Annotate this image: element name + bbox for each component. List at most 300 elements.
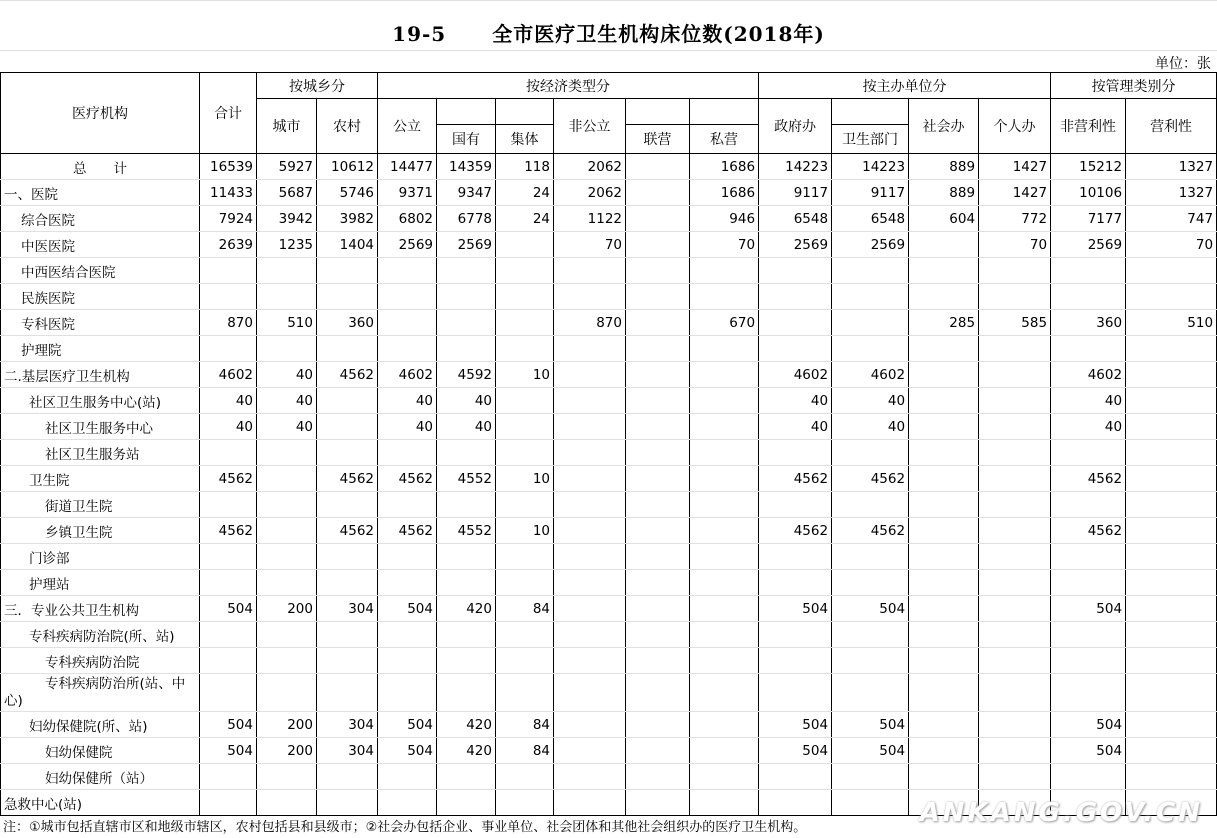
table-cell [496, 336, 554, 362]
row-label: 三．专业公共卫生机构 [1, 596, 200, 622]
table-cell [554, 440, 626, 466]
table-cell [1051, 570, 1126, 596]
table-cell [200, 674, 257, 712]
table-cell: 4602 [1051, 362, 1126, 388]
table-cell [979, 388, 1051, 414]
table-cell [909, 388, 979, 414]
table-cell [496, 414, 554, 440]
table-cell: 40 [378, 388, 437, 414]
table-cell [690, 712, 759, 738]
table-cell: 4602 [200, 362, 257, 388]
table-cell: 4552 [437, 518, 496, 544]
table-cell [979, 336, 1051, 362]
table-cell [626, 154, 690, 180]
table-cell: 360 [317, 310, 378, 336]
table-cell [317, 414, 378, 440]
table-cell [759, 310, 832, 336]
header-by-economic-type: 按经济类型分 [378, 73, 759, 99]
table-cell [909, 712, 979, 738]
table-cell [1126, 284, 1217, 310]
table-cell: 504 [200, 738, 257, 764]
table-cell: 10 [496, 518, 554, 544]
table-cell [690, 388, 759, 414]
table-cell: 870 [554, 310, 626, 336]
table-cell: 14477 [378, 154, 437, 180]
table-cell [378, 622, 437, 648]
table-cell [496, 764, 554, 790]
table-cell: 24 [496, 180, 554, 206]
table-cell [437, 674, 496, 712]
table-cell [759, 336, 832, 362]
table-cell: 70 [554, 232, 626, 258]
table-cell [626, 206, 690, 232]
row-label: 门诊部 [1, 544, 200, 570]
header-urban: 城市 [257, 99, 317, 154]
table-cell [496, 570, 554, 596]
table-cell [909, 596, 979, 622]
table-cell: 40 [257, 362, 317, 388]
row-label: 综合医院 [1, 206, 200, 232]
table-cell [378, 336, 437, 362]
table-row [1, 648, 1217, 674]
table-cell [832, 622, 909, 648]
table-cell [1126, 764, 1217, 790]
table-cell [626, 440, 690, 466]
table-cell: 2569 [437, 232, 496, 258]
table-row [1, 764, 1217, 790]
table-cell: 4562 [1051, 466, 1126, 492]
table-cell [626, 648, 690, 674]
table-cell [378, 258, 437, 284]
table-cell [554, 414, 626, 440]
table-cell [1051, 622, 1126, 648]
table-cell [909, 764, 979, 790]
table-cell [626, 518, 690, 544]
table-cell: 510 [1126, 310, 1217, 336]
table-title [0, 18, 1217, 47]
table-cell [317, 388, 378, 414]
table-cell [257, 674, 317, 712]
table-cell [317, 674, 378, 712]
table-cell [554, 674, 626, 712]
table-cell: 4562 [1051, 518, 1126, 544]
table-row [1, 570, 1217, 596]
table-cell: 5746 [317, 180, 378, 206]
header-joint: 联营 [626, 125, 690, 154]
table-cell [626, 414, 690, 440]
table-cell [554, 738, 626, 764]
table-cell [626, 336, 690, 362]
table-cell [832, 440, 909, 466]
table-cell [554, 570, 626, 596]
table-cell [1051, 336, 1126, 362]
header-total: 合计 [200, 73, 257, 154]
table-cell [1126, 362, 1217, 388]
table-cell [554, 362, 626, 388]
header-health-dept: 卫生部门 [832, 125, 909, 154]
table-cell [832, 284, 909, 310]
table-cell [690, 518, 759, 544]
row-label: 中西医结合医院 [1, 258, 200, 284]
table-cell [200, 492, 257, 518]
table-cell: 285 [909, 310, 979, 336]
table-cell: 504 [378, 738, 437, 764]
table-cell [317, 336, 378, 362]
table-cell [979, 258, 1051, 284]
table-cell: 40 [257, 414, 317, 440]
table-row [1, 232, 1217, 258]
table-cell [759, 764, 832, 790]
table-cell: 24 [496, 206, 554, 232]
table-cell [378, 310, 437, 336]
table-cell: 10 [496, 466, 554, 492]
table-cell [979, 648, 1051, 674]
table-cell [437, 284, 496, 310]
table-cell [1126, 414, 1217, 440]
table-cell: 40 [832, 388, 909, 414]
table-cell [832, 258, 909, 284]
table-cell [979, 466, 1051, 492]
table-cell: 40 [200, 388, 257, 414]
table-cell [690, 570, 759, 596]
table-cell [1126, 738, 1217, 764]
header-government: 政府办 [759, 99, 832, 154]
table-cell [759, 258, 832, 284]
table-cell [257, 622, 317, 648]
table-cell [690, 492, 759, 518]
table-cell [759, 790, 832, 816]
table-cell [437, 544, 496, 570]
table-cell [626, 388, 690, 414]
table-cell: 870 [200, 310, 257, 336]
table-cell [759, 544, 832, 570]
table-cell: 510 [257, 310, 317, 336]
table-cell [1126, 466, 1217, 492]
table-body [1, 154, 1217, 816]
table-cell [1126, 440, 1217, 466]
table-row [1, 362, 1217, 388]
row-label: 乡镇卫生院 [1, 518, 200, 544]
table-cell: 1235 [257, 232, 317, 258]
table-cell [200, 790, 257, 816]
table-cell [437, 764, 496, 790]
table-cell [317, 622, 378, 648]
table-cell [626, 738, 690, 764]
table-cell: 1686 [690, 180, 759, 206]
table-cell [257, 284, 317, 310]
table-cell: 70 [690, 232, 759, 258]
table-cell [626, 284, 690, 310]
table-cell [832, 492, 909, 518]
table-cell: 4562 [759, 466, 832, 492]
table-cell: 7924 [200, 206, 257, 232]
table-cell [496, 258, 554, 284]
footnote: 注：①城市包括直辖市区和地级市辖区，农村包括县和县级市；②社会办包括企业、事业单位、社会团体和其他社会组织办的医疗卫生机构。 [3, 820, 807, 835]
table-cell: 504 [1051, 738, 1126, 764]
header-for-profit: 营利性 [1126, 99, 1217, 154]
table-cell [1126, 518, 1217, 544]
table-cell [200, 336, 257, 362]
table-cell: 504 [378, 596, 437, 622]
table-cell: 84 [496, 596, 554, 622]
table-row [1, 712, 1217, 738]
table-cell [378, 648, 437, 674]
table-cell [496, 232, 554, 258]
table-cell [554, 622, 626, 648]
table-cell [200, 648, 257, 674]
table-cell [378, 790, 437, 816]
header-individual: 个人办 [979, 99, 1051, 154]
table-cell [909, 570, 979, 596]
table-cell: 2062 [554, 154, 626, 180]
table-cell [554, 544, 626, 570]
table-cell: 10 [496, 362, 554, 388]
row-label: 专科疾病防治所(站、中心) [1, 674, 200, 712]
table-cell [200, 544, 257, 570]
table-cell [832, 674, 909, 712]
table-cell [909, 492, 979, 518]
table-cell [200, 764, 257, 790]
table-cell [909, 518, 979, 544]
table-cell [257, 466, 317, 492]
table-row [1, 206, 1217, 232]
table-cell [1051, 492, 1126, 518]
table-cell: 4552 [437, 466, 496, 492]
table-cell: 889 [909, 180, 979, 206]
table-cell [979, 492, 1051, 518]
table-cell: 6548 [832, 206, 909, 232]
table-cell: 504 [759, 596, 832, 622]
table-cell [979, 712, 1051, 738]
row-label: 护理院 [1, 336, 200, 362]
row-label: 卫生院 [1, 466, 200, 492]
table-cell: 10106 [1051, 180, 1126, 206]
table-cell [1126, 712, 1217, 738]
table-cell [1051, 674, 1126, 712]
table-cell [690, 336, 759, 362]
table-cell [909, 544, 979, 570]
row-label: 民族医院 [1, 284, 200, 310]
table-cell [626, 596, 690, 622]
table-cell [979, 674, 1051, 712]
table-cell [378, 440, 437, 466]
table-title-text: 全市医疗卫生机构床位数(2018年) [492, 22, 825, 46]
table-cell [200, 258, 257, 284]
row-label: 妇幼保健所（站） [1, 764, 200, 790]
table-row [1, 284, 1217, 310]
table-cell [626, 232, 690, 258]
table-cell: 5927 [257, 154, 317, 180]
table-cell [200, 284, 257, 310]
row-label: 中医医院 [1, 232, 200, 258]
table-cell: 4562 [378, 518, 437, 544]
table-cell: 420 [437, 712, 496, 738]
table-cell [554, 492, 626, 518]
table-cell [909, 622, 979, 648]
table-cell: 360 [1051, 310, 1126, 336]
table-cell [437, 790, 496, 816]
table-cell [832, 648, 909, 674]
table-cell: 585 [979, 310, 1051, 336]
table-cell [626, 570, 690, 596]
table-cell [378, 492, 437, 518]
table-cell: 2569 [759, 232, 832, 258]
table-cell [554, 284, 626, 310]
table-cell: 2569 [832, 232, 909, 258]
table-cell [832, 336, 909, 362]
table-cell [554, 596, 626, 622]
table-cell [690, 414, 759, 440]
header-public: 公立 [378, 99, 437, 154]
table-cell: 40 [759, 414, 832, 440]
table-cell: 84 [496, 712, 554, 738]
row-label: 妇幼保健院 [1, 738, 200, 764]
table-number: 19-5 [392, 22, 447, 46]
table-row [1, 738, 1217, 764]
table-cell [626, 258, 690, 284]
table-row [1, 518, 1217, 544]
row-label: 一、医院 [1, 180, 200, 206]
table-cell [496, 790, 554, 816]
table-cell [1126, 388, 1217, 414]
table-cell [378, 284, 437, 310]
table-cell [759, 440, 832, 466]
table-cell: 4592 [437, 362, 496, 388]
table-cell [979, 622, 1051, 648]
table-cell [554, 388, 626, 414]
table-cell: 504 [759, 738, 832, 764]
table-cell [690, 440, 759, 466]
table-cell [496, 492, 554, 518]
table-cell [979, 738, 1051, 764]
table-cell [690, 596, 759, 622]
table-cell [979, 596, 1051, 622]
table-cell [1051, 764, 1126, 790]
table-cell: 2062 [554, 180, 626, 206]
table-cell: 9371 [378, 180, 437, 206]
table-cell [626, 544, 690, 570]
table-cell: 200 [257, 712, 317, 738]
table-cell: 504 [759, 712, 832, 738]
table-cell [626, 712, 690, 738]
table-cell [626, 674, 690, 712]
row-label: 街道卫生院 [1, 492, 200, 518]
table-cell [979, 544, 1051, 570]
table-cell [437, 258, 496, 284]
table-cell [759, 492, 832, 518]
table-cell [1126, 258, 1217, 284]
table-cell [317, 284, 378, 310]
table-cell: 5687 [257, 180, 317, 206]
table-cell: 772 [979, 206, 1051, 232]
table-cell: 4562 [317, 518, 378, 544]
table-cell [496, 284, 554, 310]
table-cell [690, 362, 759, 388]
row-label: 专科疾病防治院(所、站) [1, 622, 200, 648]
table-row [1, 310, 1217, 336]
table-cell [257, 336, 317, 362]
table-cell [759, 284, 832, 310]
table-cell [317, 764, 378, 790]
table-cell [759, 648, 832, 674]
table-cell: 2639 [200, 232, 257, 258]
table-cell [626, 622, 690, 648]
table-cell [317, 492, 378, 518]
table-cell: 4562 [200, 466, 257, 492]
table-cell [1126, 336, 1217, 362]
table-cell [690, 764, 759, 790]
table-cell [1126, 544, 1217, 570]
header-private: 私营 [690, 125, 759, 154]
table-row [1, 414, 1217, 440]
table-cell [437, 492, 496, 518]
table-cell [257, 440, 317, 466]
table-cell [378, 544, 437, 570]
row-label: 社区卫生服务中心 [1, 414, 200, 440]
table-cell [317, 440, 378, 466]
table-cell [257, 518, 317, 544]
table-cell [979, 362, 1051, 388]
table-cell [690, 648, 759, 674]
table-cell [1126, 622, 1217, 648]
table-cell: 1404 [317, 232, 378, 258]
table-cell: 84 [496, 738, 554, 764]
table-cell [1126, 596, 1217, 622]
table-row [1, 388, 1217, 414]
table-cell [257, 570, 317, 596]
table-cell: 420 [437, 738, 496, 764]
table-cell [554, 518, 626, 544]
table-cell [317, 570, 378, 596]
table-cell [909, 414, 979, 440]
table-cell [378, 764, 437, 790]
table-cell [759, 674, 832, 712]
table-cell [626, 466, 690, 492]
table-cell: 504 [1051, 712, 1126, 738]
table-cell: 200 [257, 596, 317, 622]
row-label: 专科疾病防治院 [1, 648, 200, 674]
table-cell [496, 674, 554, 712]
table-cell: 2569 [378, 232, 437, 258]
table-cell [496, 440, 554, 466]
table-cell [437, 336, 496, 362]
table-cell: 604 [909, 206, 979, 232]
table-cell [257, 492, 317, 518]
table-cell [317, 648, 378, 674]
row-label: 社区卫生服务中心(站) [1, 388, 200, 414]
table-cell: 304 [317, 712, 378, 738]
table-cell [759, 570, 832, 596]
table-cell [496, 388, 554, 414]
table-cell [909, 440, 979, 466]
header-social: 社会办 [909, 99, 979, 154]
table-cell: 4562 [759, 518, 832, 544]
table-cell [1051, 544, 1126, 570]
table-cell: 1327 [1126, 180, 1217, 206]
table-cell: 40 [1051, 388, 1126, 414]
title-bar [0, 0, 1217, 54]
table-cell [979, 284, 1051, 310]
table-cell [909, 284, 979, 310]
table-cell [759, 622, 832, 648]
table-cell [909, 336, 979, 362]
header-by-urban-rural: 按城乡分 [257, 73, 378, 99]
table-cell [317, 544, 378, 570]
table-cell: 4602 [378, 362, 437, 388]
row-label: 护理站 [1, 570, 200, 596]
table-cell [979, 414, 1051, 440]
table-cell [979, 518, 1051, 544]
